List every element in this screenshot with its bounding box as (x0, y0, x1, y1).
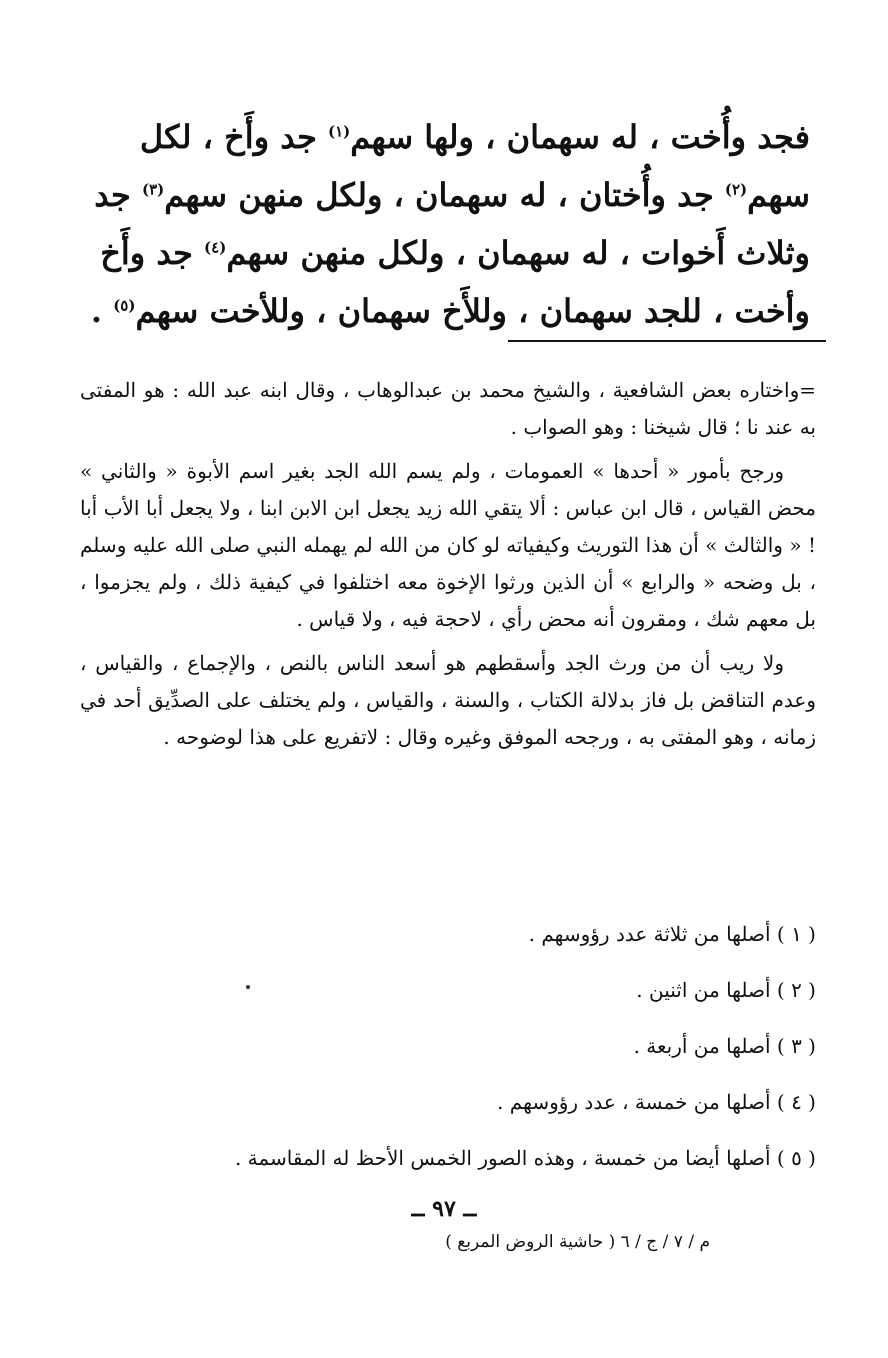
main-line (80, 282, 810, 340)
text-run: . (90, 292, 114, 330)
footnote-marker-2: (٢) (724, 180, 748, 199)
main-text-block (80, 108, 810, 340)
footnote-item: ( ٥ ) أصلها أيضا من خمسة ، وهذه الصور الخمس الأحظ له المقاسمة . (234, 1146, 816, 1170)
footnote-marker-3: (٣) (141, 180, 165, 199)
text-run: وثلاث أَخوات ، له سهمان ، ولكل منهن سهم (226, 234, 810, 272)
commentary-notes (80, 372, 816, 763)
text-run: سهم (747, 176, 810, 214)
footnote-item: ( ٢ ) أصلها من اثنين . (636, 978, 816, 1002)
text-run: جد وأُختان ، له سهمان ، ولكل منهن سهم (164, 176, 725, 214)
page-number: ــ ٩٧ ــ (411, 1196, 477, 1222)
text-run: فجد وأُخت ، له سهمان ، ولها سهم (350, 118, 810, 156)
main-line (80, 224, 810, 282)
text-run: جد وأَخ (100, 234, 205, 272)
text-run: جد وأَخ ، لكل (139, 118, 328, 156)
main-line (80, 166, 810, 224)
footnote-marker-5: (٥) (113, 296, 136, 315)
footnote-item: ( ٤ ) أصلها من خمسة ، عدد رؤوسهم . (497, 1090, 816, 1114)
footnote-marker-4: (٤) (204, 238, 227, 257)
footnote-separator (508, 340, 826, 342)
main-line (80, 108, 810, 166)
signature-footer: م / ٧ / ج / ٦ ( حاشية الروض المربع ) (445, 1232, 710, 1252)
footnote-marker-1: (١) (328, 122, 351, 141)
text-run: جد (94, 176, 142, 214)
footnote-item: ( ٣ ) أصلها من أربعة . (633, 1034, 816, 1058)
footnote-list (80, 906, 816, 1186)
text-run: وأخت ، للجد سهمان ، وللأَخ سهمان ، وللأخت سهم (135, 292, 810, 330)
note-paragraph-2: ورجح بأمور « أحدها » العمومات ، ولم يسم الله الجد بغير اسم الأبوة « والثاني » محض القياس ، قال ابن عباس : ألا يتقي الله زيد يجعل ابن الابن ابنا ، ولا يجعل أبا الأب أبا ! « والثالث » أن هذا التوريث وكيفياته لو كان من الله لم يهمله النبي صلى الله عليه وسلم ، بل وضحه « والرابع » أن الذين ورثوا الإخوة معه اختلفوا في كيفية ذلك ، ولم يجزموا ، بل معهم شك ، ومقرون أنه محض رأي ، لاحجة فيه ، ولا قياس . (80, 459, 816, 631)
note-paragraph-1: =واختاره بعض الشافعية ، والشيخ محمد بن عبدالوهاب ، وقال ابنه عبد الله : هو المفتى به عند نا ؛ قال شيخنا : وهو الصواب . (80, 378, 817, 439)
note-paragraph-3: ولا ريب أن من ورث الجد وأسقطهم هو أسعد الناس بالنص ، والإجماع ، والقياس ، وعدم التناقض بل فاز بدلالة الكتاب ، والسنة ، والقياس ، ولم يختلف على الصدِّيق أحد في زمانه ، وهو المفتى به ، ورجحه الموفق وغيره وقال : لاتفريع على هذا لوضوحه . (80, 651, 816, 749)
footnote-item: ( ١ ) أصلها من ثلاثة عدد رؤوسهم . (528, 922, 816, 946)
